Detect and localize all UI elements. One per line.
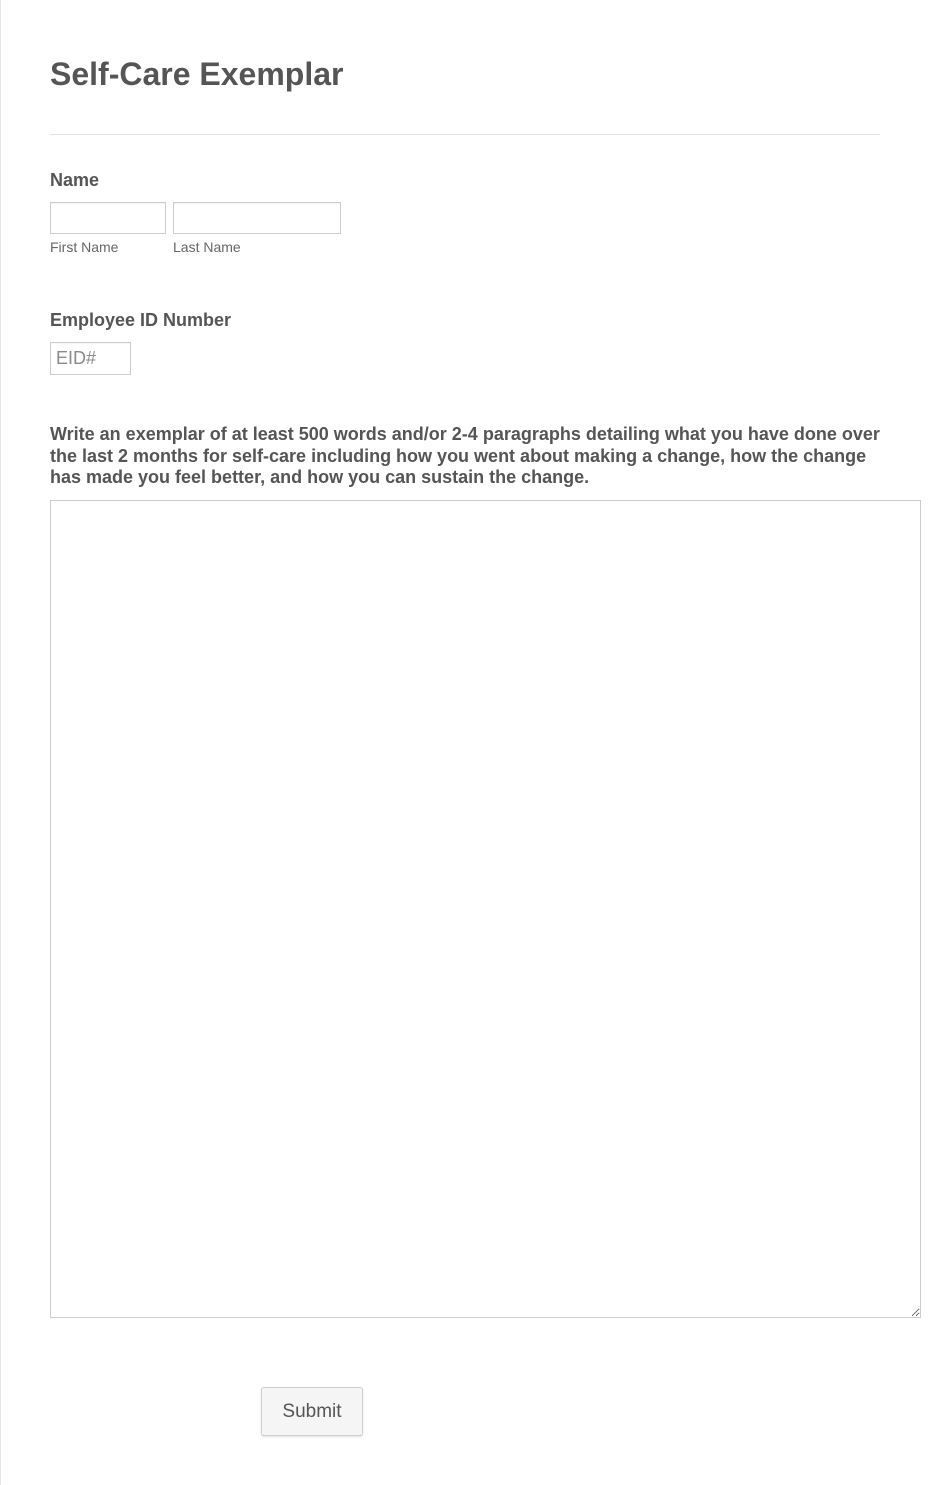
form-title: Self-Care Exemplar	[50, 56, 344, 92]
exemplar-textarea[interactable]	[50, 500, 921, 1318]
last-name-sublabel: Last Name	[173, 239, 241, 255]
title-divider	[50, 134, 880, 135]
exemplar-question-label: Write an exemplar of at least 500 words and/or 2-4 paragraphs detailing what you have done over the last 2 months for self-care including how you went about making a change, how the change has made you feel better, and how you can sustain the change.	[50, 424, 880, 487]
first-name-sublabel: First Name	[50, 239, 119, 255]
name-label: Name	[50, 170, 100, 190]
submit-button[interactable]: Submit	[261, 1387, 363, 1436]
first-name-input[interactable]	[50, 202, 166, 234]
last-name-input[interactable]	[173, 202, 341, 234]
employee-id-label: Employee ID Number	[50, 310, 232, 330]
page-left-border	[0, 0, 1, 1485]
employee-id-input[interactable]	[50, 342, 131, 375]
